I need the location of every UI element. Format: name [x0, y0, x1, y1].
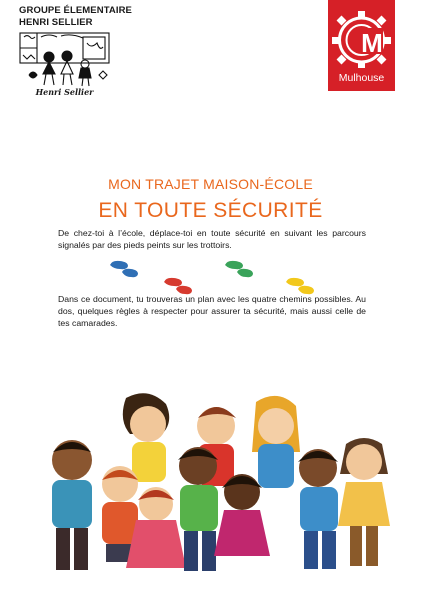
child-figure: [52, 440, 92, 570]
school-drawing-icon: [19, 31, 110, 89]
school-logo: [19, 31, 110, 99]
school-name: [19, 5, 132, 29]
child-figure: [252, 396, 300, 488]
document-info-paragraph: Dans ce document, tu trouveras un plan avec les quatre chemins possibles. Au dos, quelques règles à respecter pour assurer ta sécurité, mais aussi celle de tes camarades.: [58, 294, 366, 328]
school-logo-caption: Henri Sellier: [35, 87, 94, 97]
child-figure: [298, 449, 338, 569]
city-logo-letter: M: [361, 28, 383, 58]
school-name-line2: HENRI SELLIER: [19, 17, 93, 28]
intro-paragraph: De chez-toi à l’école, déplace-toi en toute sécurité en suivant les parcours signalés par des pieds peints sur les trottoirs.: [58, 228, 366, 250]
footprints-row: [0, 256, 421, 296]
school-name-line1: GROUPE ÉLEMENTAIRE: [19, 5, 132, 16]
page-title-line2: EN TOUTE SÉCURITÉ: [98, 199, 323, 222]
child-figure: [178, 447, 218, 571]
children-group-illustration: [28, 388, 398, 593]
child-figure: [123, 393, 169, 482]
child-figure: [338, 438, 390, 566]
footprints-icon: [164, 278, 192, 294]
footprints-icon: [286, 278, 314, 294]
gear-m-logo-icon: [328, 0, 395, 72]
city-logo: [328, 0, 395, 91]
footprints-icon: [225, 261, 253, 277]
page-title-line1: MON TRAJET MAISON-ÉCOLE: [108, 176, 313, 192]
city-label: Mulhouse: [338, 72, 385, 84]
footprints-icon: [110, 261, 138, 277]
child-figure: [126, 487, 186, 568]
